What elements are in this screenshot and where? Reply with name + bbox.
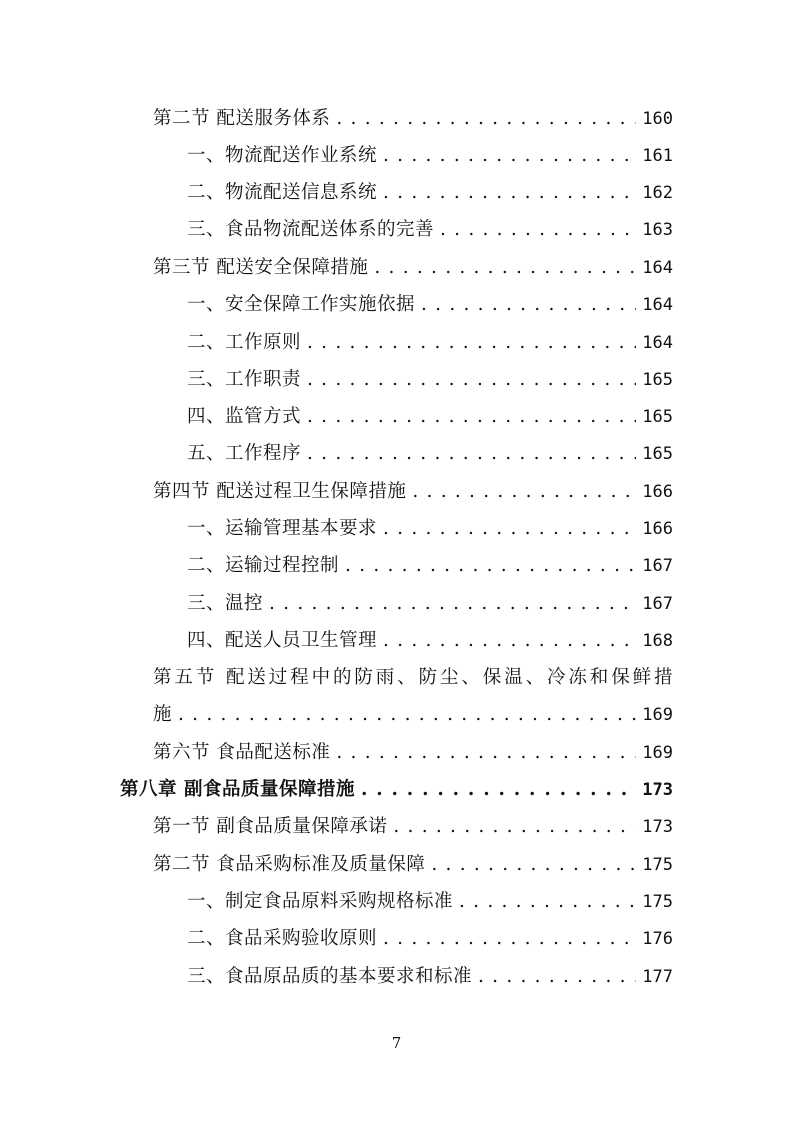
toc-entry[interactable]	[153, 853, 673, 877]
toc-page-number: 177	[642, 967, 673, 987]
dot-leader	[459, 890, 636, 914]
toc-entry[interactable]	[187, 965, 673, 989]
toc-entry-wrapped-line[interactable]	[153, 666, 673, 690]
toc-entry[interactable]	[187, 927, 673, 951]
toc-page-number: 166	[642, 482, 673, 502]
toc-entry-label: 三、工作职责	[187, 369, 302, 390]
toc-entry-label: 一、运输管理基本要求	[187, 518, 378, 539]
toc-entry-label: 第二节 配送服务体系	[153, 108, 331, 129]
toc-page-number: 167	[642, 556, 673, 576]
toc-entry-label: 三、食品物流配送体系的完善	[187, 219, 435, 240]
dot-leader	[421, 293, 636, 317]
toc-page-number: 162	[642, 183, 673, 203]
page-number-footer: 7	[391, 1034, 402, 1052]
toc-page-number: 161	[642, 146, 673, 166]
toc-page-number: 164	[642, 258, 673, 278]
toc-entry[interactable]	[187, 517, 673, 541]
toc-page-number: 165	[642, 407, 673, 427]
toc-entry[interactable]	[187, 293, 673, 317]
toc-entry-label: 二、运输过程控制	[187, 555, 340, 576]
toc-entry-label: 一、制定食品原料采购规格标准	[187, 891, 454, 912]
dot-leader	[336, 107, 636, 131]
toc-entry[interactable]	[153, 741, 673, 765]
toc-entry[interactable]	[187, 442, 673, 466]
toc-page-number: 165	[642, 444, 673, 464]
toc-entry-label: 一、安全保障工作实施依据	[187, 294, 416, 315]
toc-entry-label: 第四节 配送过程卫生保障措施	[153, 481, 407, 502]
toc-page-number: 164	[642, 333, 673, 353]
dot-leader	[345, 554, 636, 578]
dot-leader	[412, 480, 636, 504]
toc-entry-label: 四、监管方式	[187, 406, 302, 427]
toc-entry[interactable]	[187, 629, 673, 653]
toc-entry[interactable]	[153, 256, 673, 280]
toc-entry-label: 四、配送人员卫生管理	[187, 630, 378, 651]
toc-entry-label: 三、温控	[187, 593, 264, 614]
toc-entry-label: 第八章 副食品质量保障措施	[120, 779, 355, 800]
toc-entry-label: 二、食品采购验收原则	[187, 928, 378, 949]
toc-entry-label: 一、物流配送作业系统	[187, 145, 378, 166]
toc-page-number: 165	[642, 370, 673, 390]
toc-page-number: 168	[642, 631, 673, 651]
dot-leader	[336, 741, 636, 765]
dot-leader	[440, 218, 636, 242]
toc-entry-label-continuation: 施	[153, 704, 173, 725]
toc-entry[interactable]	[153, 815, 673, 839]
dot-leader	[383, 517, 636, 541]
toc-page-number: 176	[642, 929, 673, 949]
toc-entry-label: 五、工作程序	[187, 443, 302, 464]
toc-page-number: 173	[642, 780, 673, 800]
toc-entry-label: 第三节 配送安全保障措施	[153, 257, 369, 278]
dot-leader	[383, 629, 636, 653]
toc-entry[interactable]	[187, 181, 673, 205]
toc-entry[interactable]	[187, 144, 673, 168]
toc-page-number: 175	[642, 892, 673, 912]
dot-leader	[307, 331, 636, 355]
toc-entry[interactable]	[153, 107, 673, 131]
dot-leader	[269, 592, 636, 616]
dot-leader	[307, 368, 636, 392]
dot-leader	[178, 703, 636, 727]
toc-entry[interactable]	[187, 405, 673, 429]
dot-leader	[393, 815, 636, 839]
toc-entry-label: 第一节 副食品质量保障承诺	[153, 816, 388, 837]
toc-page-number: 175	[642, 855, 673, 875]
toc-entry-label: 三、食品原品质的基本要求和标准	[187, 966, 473, 987]
toc-entry[interactable]	[153, 703, 673, 727]
toc-page-number: 167	[642, 594, 673, 614]
toc-page-number: 163	[642, 220, 673, 240]
toc-chapter-entry[interactable]	[120, 778, 673, 802]
toc-entry[interactable]	[187, 554, 673, 578]
dot-leader	[307, 405, 636, 429]
toc-entry[interactable]	[187, 890, 673, 914]
toc-page-number: 169	[642, 743, 673, 763]
toc-page-number: 166	[642, 519, 673, 539]
toc-entry[interactable]	[187, 368, 673, 392]
toc-page-number: 169	[642, 705, 673, 725]
toc-entry[interactable]	[187, 592, 673, 616]
toc-entry[interactable]	[187, 218, 673, 242]
toc-entry-label: 第五节 配送过程中的防雨、防尘、保温、冷冻和保鲜措	[153, 667, 673, 688]
dot-leader	[361, 778, 636, 802]
dot-leader	[383, 181, 636, 205]
toc-page-number: 164	[642, 295, 673, 315]
dot-leader	[383, 144, 636, 168]
toc-entry[interactable]	[153, 480, 673, 504]
toc-entry-label: 第六节 食品配送标准	[153, 742, 331, 763]
dot-leader	[307, 442, 636, 466]
dot-leader	[374, 256, 636, 280]
dot-leader	[383, 927, 636, 951]
dot-leader	[478, 965, 636, 989]
toc-entry-label: 第二节 食品采购标准及质量保障	[153, 854, 426, 875]
toc-entry-label: 二、工作原则	[187, 332, 302, 353]
toc-entry-label: 二、物流配送信息系统	[187, 182, 378, 203]
toc-page-number: 173	[642, 817, 673, 837]
toc-page-number: 160	[642, 109, 673, 129]
dot-leader	[431, 853, 636, 877]
toc-entry[interactable]	[187, 331, 673, 355]
